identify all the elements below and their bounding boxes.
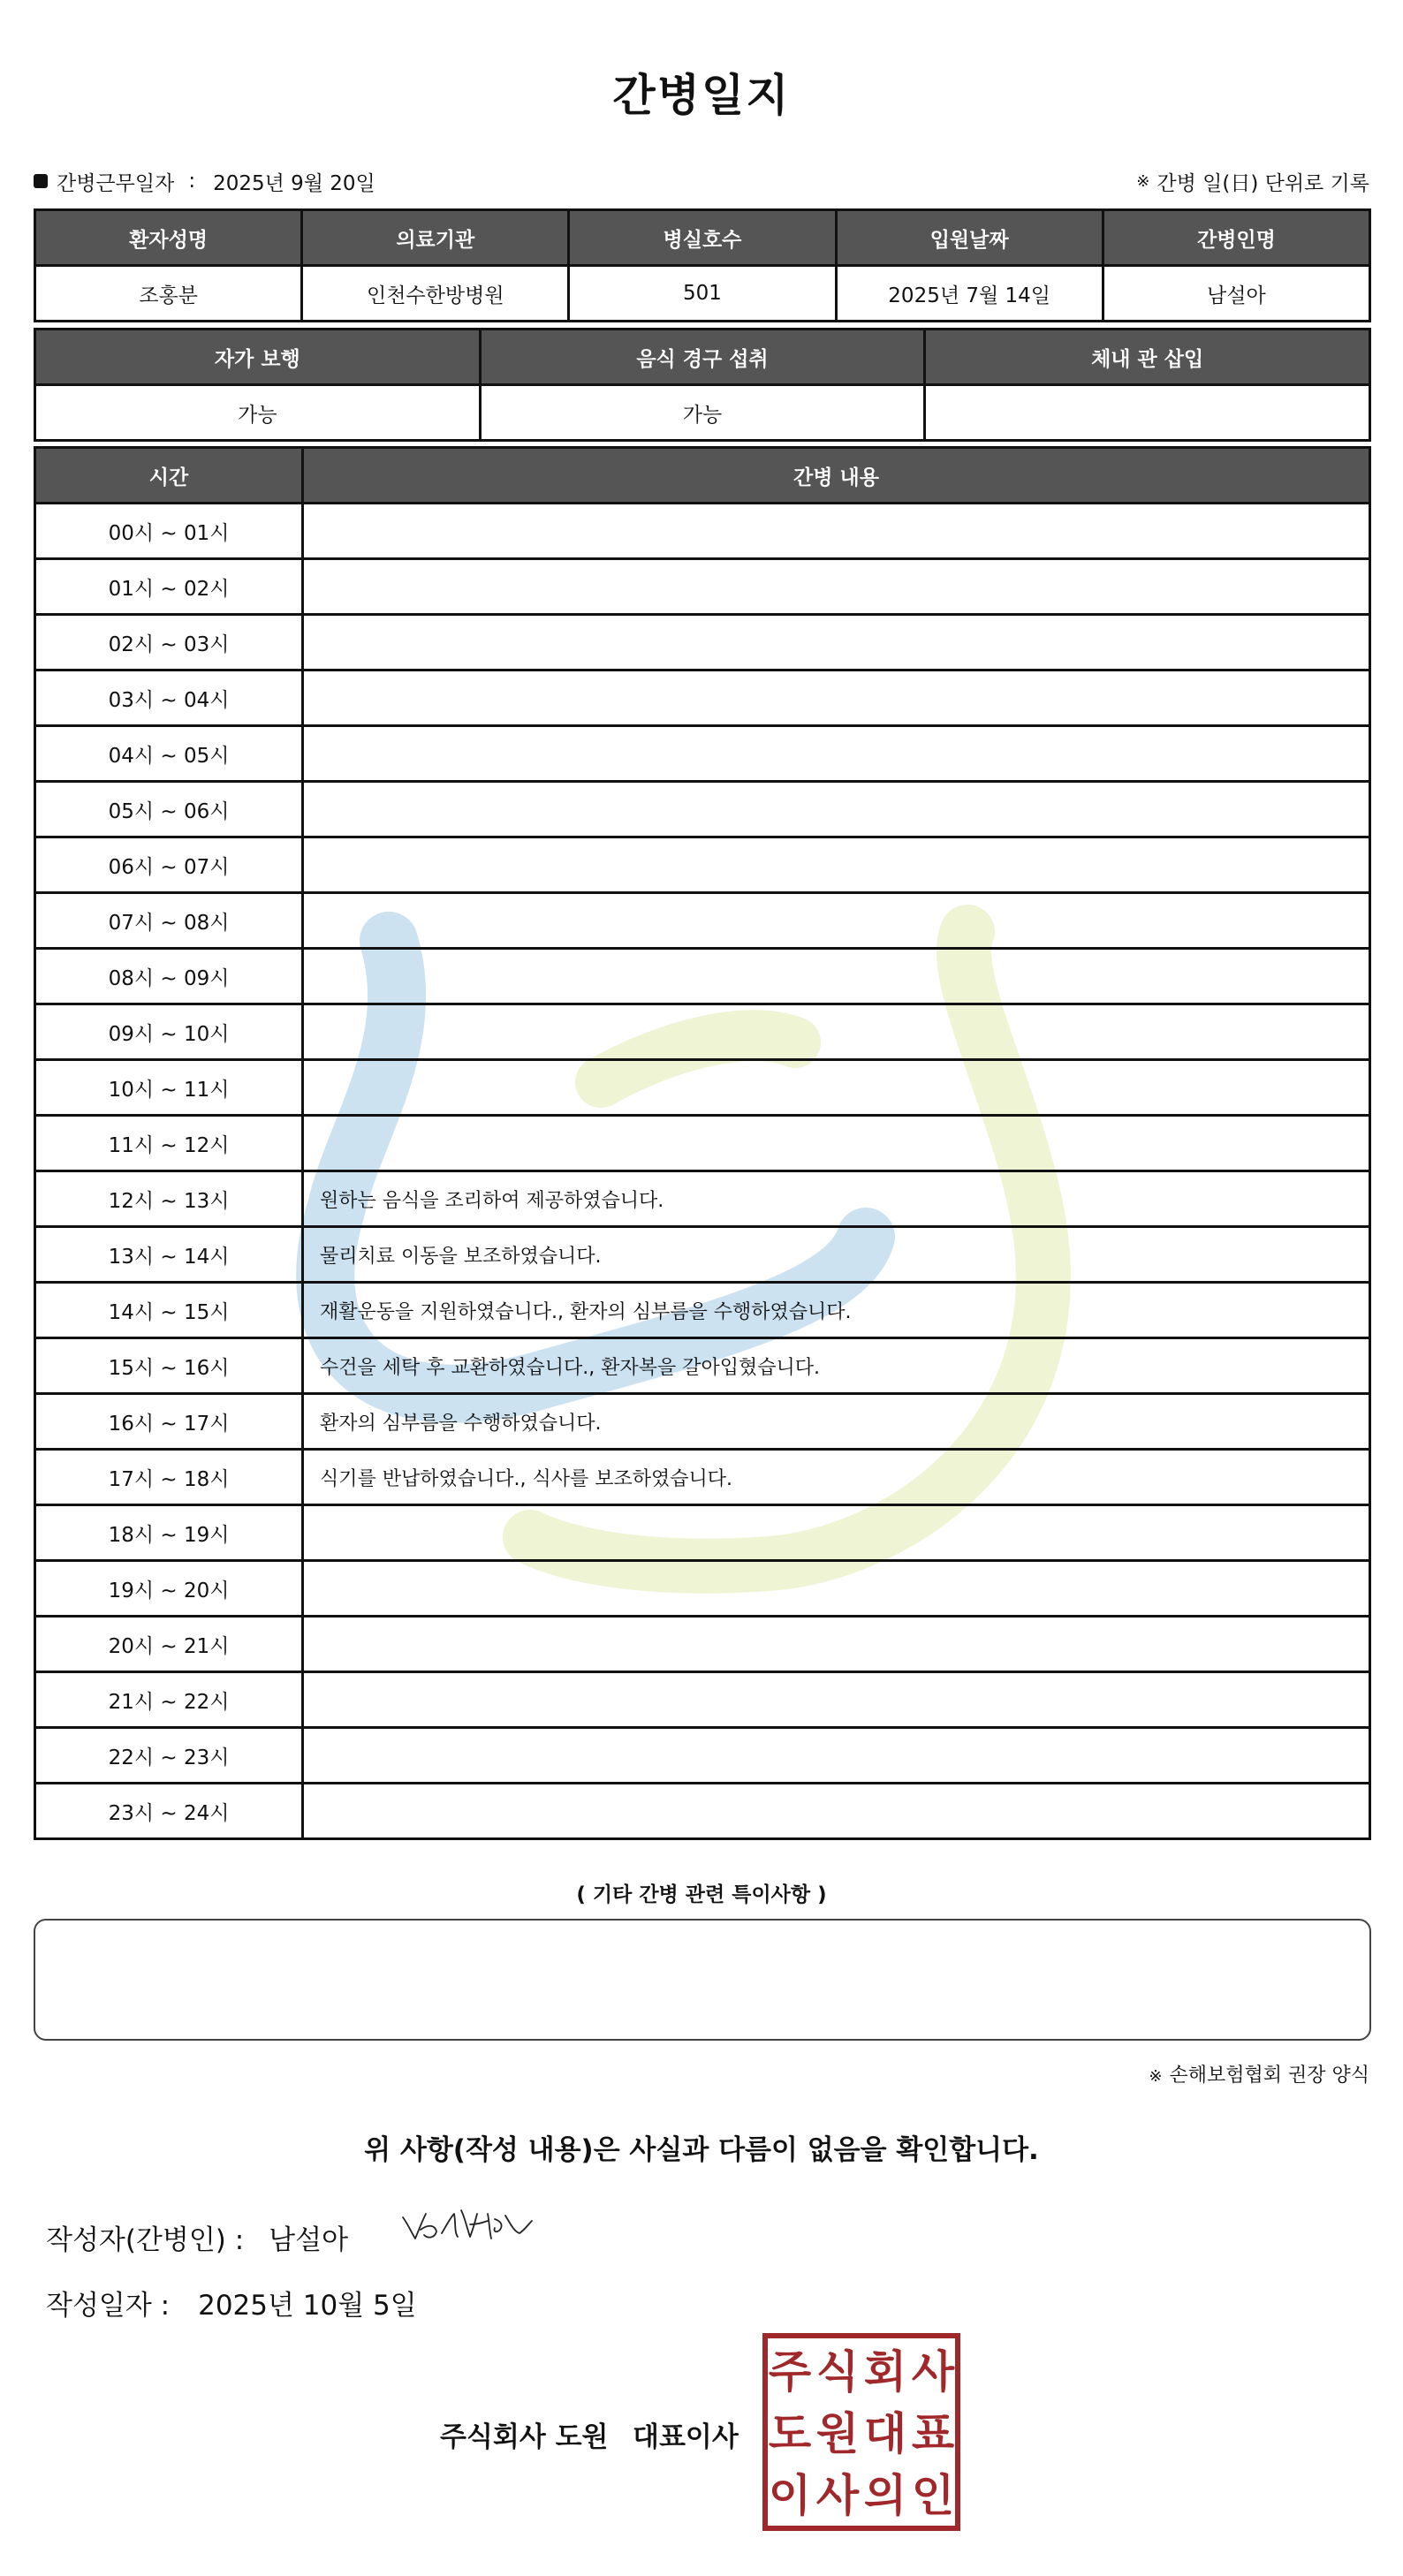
- row-content: [303, 671, 1370, 726]
- reference-mark-icon: ※: [1136, 171, 1150, 191]
- table-row: [35, 1338, 1370, 1394]
- row-time: 13시 ~ 14시: [35, 1227, 303, 1283]
- write-date-row: [46, 2283, 417, 2322]
- table-row: [35, 782, 1370, 837]
- table-row: [35, 1505, 1370, 1561]
- table-row: [35, 949, 1370, 1004]
- row-time: 03시 ~ 04시: [35, 671, 303, 726]
- company-seal: [762, 2332, 961, 2532]
- row-content: [303, 1004, 1370, 1060]
- row-time: 23시 ~ 24시: [35, 1784, 303, 1839]
- ability-header-oral-intake: 음식 경구 섭취: [480, 330, 925, 385]
- recommend-note: [1149, 2060, 1369, 2087]
- table-row: [35, 1672, 1370, 1728]
- ability-table: [34, 328, 1371, 442]
- row-time: 11시 ~ 12시: [35, 1116, 303, 1171]
- seal-glyph: 의: [863, 2470, 907, 2521]
- table-row: [35, 671, 1370, 726]
- row-time: 04시 ~ 05시: [35, 726, 303, 782]
- write-date-value: 2025년 10월 5일: [198, 2290, 417, 2322]
- table-row: [35, 1004, 1370, 1060]
- table-row: [35, 837, 1370, 893]
- row-time: 00시 ~ 01시: [35, 504, 303, 559]
- table-row: [35, 726, 1370, 782]
- row-content: [303, 837, 1370, 893]
- row-time: 10시 ~ 11시: [35, 1060, 303, 1116]
- patient-header-hospital: 의료기관: [302, 210, 569, 266]
- row-content: [303, 1116, 1370, 1171]
- row-content: [303, 1505, 1370, 1561]
- meta-row: [34, 164, 1369, 198]
- patient-header-admit-date: 입원날짜: [836, 210, 1103, 266]
- seal-glyph: 인: [911, 2470, 955, 2521]
- table-row: [35, 1060, 1370, 1116]
- row-content: [303, 1617, 1370, 1672]
- row-content: [303, 504, 1370, 559]
- ability-header-tube: 체내 관 삽입: [925, 330, 1370, 385]
- table-row: [35, 1617, 1370, 1672]
- row-content: 식기를 반납하였습니다., 식사를 보조하였습니다.: [303, 1450, 1370, 1505]
- log-header-content: 간병 내용: [303, 448, 1370, 504]
- seal-glyph: 사: [911, 2346, 955, 2398]
- page-title: 간병일지: [612, 70, 791, 121]
- table-row: [35, 559, 1370, 615]
- hospital-name: 인천수한방병원: [302, 266, 569, 322]
- table-row: [35, 1561, 1370, 1617]
- patient-info-table: [34, 208, 1371, 322]
- seal-glyph: 주: [768, 2346, 812, 2398]
- table-row: [35, 504, 1370, 559]
- table-row: [35, 893, 1370, 949]
- row-time: 15시 ~ 16시: [35, 1338, 303, 1394]
- seal-glyph: 표: [911, 2408, 955, 2459]
- patient-header-name: 환자성명: [35, 210, 302, 266]
- row-content: 환자의 심부름을 수행하였습니다.: [303, 1394, 1370, 1450]
- log-header-time: 시간: [35, 448, 303, 504]
- table-row: [35, 1450, 1370, 1505]
- writer-name: 남설아: [269, 2224, 349, 2256]
- row-content: [303, 782, 1370, 837]
- ceo-title: 대표이사: [633, 2421, 739, 2453]
- row-content: [303, 615, 1370, 671]
- care-log-table: [34, 446, 1371, 1840]
- meta-separator: :: [188, 170, 196, 193]
- log-rows: [35, 504, 1370, 1839]
- room-number: 501: [569, 266, 836, 322]
- work-date-value: 2025년 9월 20일: [213, 171, 375, 195]
- row-content: [303, 1561, 1370, 1617]
- row-time: 02시 ~ 03시: [35, 615, 303, 671]
- row-content: [303, 559, 1370, 615]
- row-time: 22시 ~ 23시: [35, 1728, 303, 1784]
- bullet-square-icon: [34, 174, 48, 188]
- row-time: 14시 ~ 15시: [35, 1283, 303, 1338]
- row-time: 19시 ~ 20시: [35, 1561, 303, 1617]
- writer-label: 작성자(간병인) :: [46, 2224, 245, 2256]
- row-content: [303, 893, 1370, 949]
- company-name: 주식회사 도원: [440, 2421, 609, 2453]
- table-row: [35, 1283, 1370, 1338]
- ability-header-walking: 자가 보행: [35, 330, 481, 385]
- row-time: 01시 ~ 02시: [35, 559, 303, 615]
- caregiver-name: 남설아: [1103, 266, 1369, 322]
- table-row: [35, 1394, 1370, 1450]
- reference-mark-icon: ※: [1149, 2067, 1163, 2086]
- tube-value: [925, 385, 1370, 441]
- seal-glyph: 대: [863, 2408, 907, 2459]
- table-row: [35, 1227, 1370, 1283]
- seal-glyph: 회: [863, 2346, 907, 2398]
- patient-header-room: 병실호수: [569, 210, 836, 266]
- row-content: 재활운동을 지원하였습니다., 환자의 심부름을 수행하였습니다.: [303, 1283, 1370, 1338]
- recommend-text: 손해보험협회 권장 양식: [1169, 2065, 1369, 2087]
- seal-glyph: 도: [768, 2408, 812, 2459]
- row-time: 12시 ~ 13시: [35, 1171, 303, 1227]
- row-time: 06시 ~ 07시: [35, 837, 303, 893]
- row-time: 16시 ~ 17시: [35, 1394, 303, 1450]
- notes-box: [34, 1919, 1371, 2041]
- row-time: 08시 ~ 09시: [35, 949, 303, 1004]
- row-time: 21시 ~ 22시: [35, 1672, 303, 1728]
- seal-glyph: 이: [768, 2470, 812, 2521]
- row-content: 수건을 세탁 후 교환하였습니다., 환자복을 갈아입혔습니다.: [303, 1338, 1370, 1394]
- unit-note: 간병 일(日) 단위로 기록: [1157, 171, 1369, 195]
- row-content: [303, 1728, 1370, 1784]
- work-date-label: 간병근무일자: [57, 171, 175, 195]
- patient-header-caregiver: 간병인명: [1103, 210, 1369, 266]
- row-time: 09시 ~ 10시: [35, 1004, 303, 1060]
- table-row: [35, 1784, 1370, 1839]
- seal-glyph: 원: [815, 2408, 860, 2459]
- row-time: 18시 ~ 19시: [35, 1505, 303, 1561]
- row-content: 원하는 음식을 조리하여 제공하였습니다.: [303, 1171, 1370, 1227]
- seal-glyph: 사: [815, 2470, 860, 2521]
- row-content: [303, 1672, 1370, 1728]
- row-content: [303, 1784, 1370, 1839]
- row-content: 물리치료 이동을 보조하였습니다.: [303, 1227, 1370, 1283]
- row-content: [303, 1060, 1370, 1116]
- row-content: [303, 726, 1370, 782]
- table-row: [35, 1728, 1370, 1784]
- writer-row: [46, 2217, 348, 2257]
- walking-value: 가능: [35, 385, 481, 441]
- row-time: 05시 ~ 06시: [35, 782, 303, 837]
- write-date-label: 작성일자 :: [46, 2290, 171, 2322]
- confirm-statement: 위 사항(작성 내용)은 사실과 다름이 없음을 확인합니다.: [364, 2134, 1039, 2166]
- notes-title: ( 기타 간병 관련 특이사항 ): [576, 1883, 827, 1906]
- row-content: [303, 949, 1370, 1004]
- admit-date: 2025년 7월 14일: [836, 266, 1103, 322]
- table-row: [35, 1171, 1370, 1227]
- table-row: [35, 1116, 1370, 1171]
- row-time: 07시 ~ 08시: [35, 893, 303, 949]
- table-row: [35, 615, 1370, 671]
- patient-name: 조홍분: [35, 266, 302, 322]
- row-time: 17시 ~ 18시: [35, 1450, 303, 1505]
- row-time: 20시 ~ 21시: [35, 1617, 303, 1672]
- handwritten-signature: [396, 2198, 537, 2251]
- seal-glyph: 식: [815, 2346, 860, 2398]
- oral-intake-value: 가능: [480, 385, 925, 441]
- notes-body: [35, 1921, 1369, 1945]
